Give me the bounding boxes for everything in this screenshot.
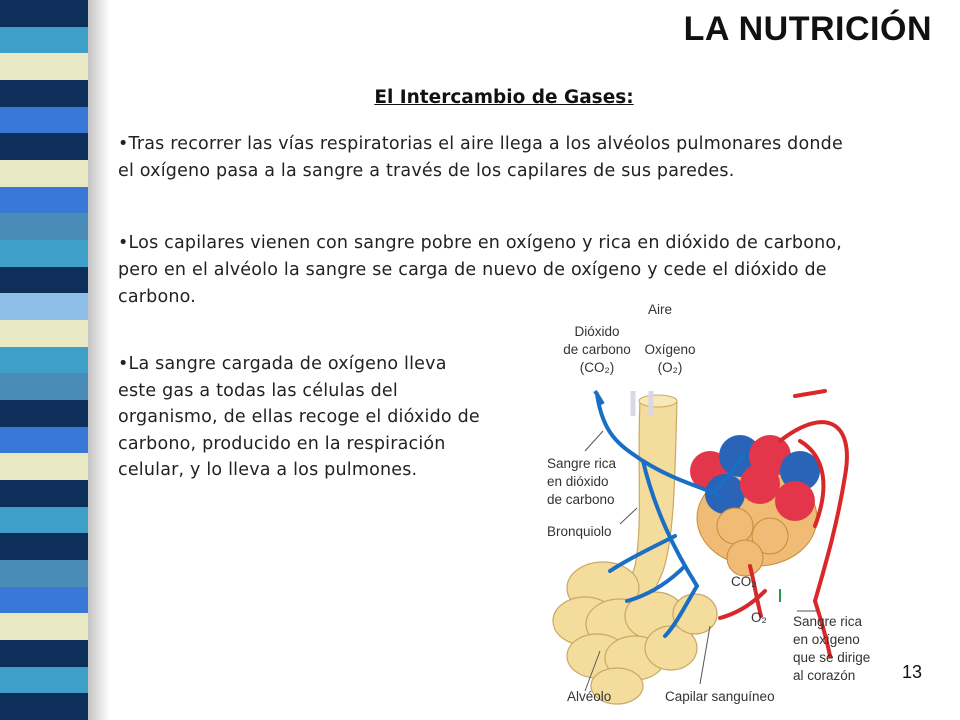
label-co2: CO₂ <box>731 574 757 589</box>
stripe-segment <box>0 533 88 560</box>
decorative-stripe-bar <box>0 0 110 720</box>
alveoli-cluster <box>690 435 820 576</box>
stripe-segment <box>0 640 88 667</box>
stripe-segment <box>0 613 88 640</box>
bullet-paragraph-3: •La sangre cargada de oxígeno lleva este gas a todas las células del organismo, de ellas recoge el dióxido de carbono, producido en la respiración celular, y lo lleva a los pulmones. <box>118 354 480 480</box>
label-oxigeno-1: Oxígeno <box>644 342 696 357</box>
stripe-segment <box>0 53 88 80</box>
stripe-segment <box>0 293 88 320</box>
bronchiole-tree <box>553 401 717 704</box>
label-dioxido-2: de carbono <box>563 342 631 357</box>
label-sangre-o2-1: Sangre rica <box>793 614 863 629</box>
label-sangre-co2-2: en dióxido <box>547 474 609 489</box>
stripe-segment <box>0 267 88 294</box>
stripe-segment <box>0 453 88 480</box>
stripe-segment <box>0 347 88 374</box>
label-oxigeno-2: (O₂) <box>657 360 683 375</box>
label-sangre-o2-2: en oxígeno <box>793 632 860 647</box>
stripe-shadow <box>88 0 110 720</box>
stripe-segment <box>0 693 88 720</box>
bronchiole-opening <box>639 395 677 407</box>
label-capilar: Capilar sanguíneo <box>665 689 775 704</box>
page-number: 13 <box>901 662 922 682</box>
label-sangre-o2-3: que se dirige <box>793 650 871 665</box>
label-sangre-co2-1: Sangre rica <box>547 456 617 471</box>
stripe-segment <box>0 133 88 160</box>
slide-subtitle-wrap <box>0 87 960 108</box>
label-dioxido-1: Dióxido <box>574 324 620 339</box>
stripe-segment <box>0 667 88 694</box>
label-alveolo: Alvéolo <box>567 689 612 704</box>
stripe-segment <box>0 27 88 54</box>
stripe-segment <box>0 560 88 587</box>
stripe-segment <box>0 213 88 240</box>
stripe-segment <box>0 507 88 534</box>
stripe-segment <box>0 400 88 427</box>
label-bronquiolo: Bronquiolo <box>547 524 612 539</box>
stripe-segment <box>0 320 88 347</box>
stripe-segment <box>0 427 88 454</box>
stripe-segment <box>0 187 88 214</box>
stripe-segment <box>0 480 88 507</box>
stripe-segment <box>0 0 88 27</box>
slide-subtitle: El Intercambio de Gases: <box>374 87 634 108</box>
label-aire: Aire <box>647 302 673 317</box>
stripe-segment <box>0 107 88 134</box>
stripe-segment <box>0 240 88 267</box>
stripe-segment <box>0 160 88 187</box>
bullet-paragraph-1: •Tras recorrer las vías respiratorias el aire llega a los alvéolos pulmonares donde el oxígeno pasa a la sangre a través de los capilares de sus paredes. <box>118 134 843 181</box>
label-sangre-co2-3: de carbono <box>547 492 615 507</box>
stripe-segment <box>0 587 88 614</box>
label-o2: O₂ <box>751 610 767 625</box>
gas-exchange-diagram <box>525 296 900 720</box>
bullet-paragraph-2: •Los capilares vienen con sangre pobre en oxígeno y rica en dióxido de carbono, pero en el alvéolo la sangre se carga de nuevo de oxígeno y cede el dióxido de carbono. <box>118 233 843 307</box>
slide-title: LA NUTRICIÓN <box>683 10 932 48</box>
stripe-segment <box>0 373 88 400</box>
label-dioxido-3: (CO₂) <box>579 360 615 375</box>
label-sangre-o2-4: al corazón <box>793 668 856 683</box>
